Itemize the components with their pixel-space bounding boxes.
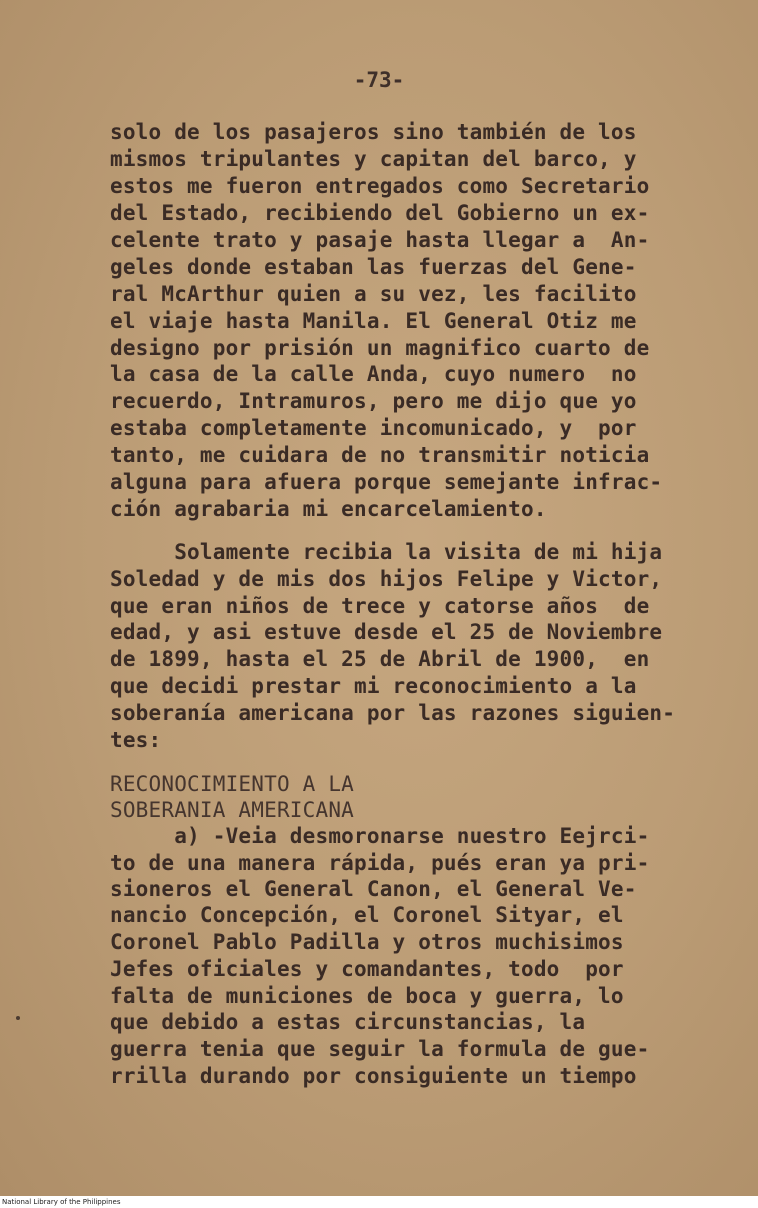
- text-line: ción agrabaria mi encarcelamiento.: [110, 497, 547, 521]
- text-line: Coronel Pablo Padilla y otros muchisimos: [110, 930, 624, 954]
- page-number: -73-: [353, 68, 405, 92]
- text-line: recuerdo, Intramuros, pero me dijo que yo: [110, 389, 637, 413]
- text-line: estaba completamente incomunicado, y por: [110, 416, 637, 440]
- footer-credit: National Library of the Philippines: [2, 1198, 121, 1206]
- text-line: el viaje hasta Manila. El General Otiz me: [110, 309, 637, 333]
- text-line: a) -Veia desmoronarse nuestro Eejrci-: [110, 824, 650, 848]
- text-line: rrilla durando por consiguiente un tiempo: [110, 1064, 637, 1088]
- section-heading-line: SOBERANIA AMERICANA: [110, 798, 355, 822]
- text-line: Soledad y de mis dos hijos Felipe y Victor,: [110, 567, 663, 591]
- text-line: ral McArthur quien a su vez, les facilito: [110, 282, 637, 306]
- text-line: del Estado, recibiendo del Gobierno un ex-: [110, 201, 650, 225]
- text-line: falta de municiones de boca y guerra, lo: [110, 984, 624, 1008]
- text-line: tanto, me cuidara de no transmitir noticia: [110, 443, 650, 467]
- text-line: de 1899, hasta el 25 de Abril de 1900, en: [110, 647, 650, 671]
- section-heading-line: RECONOCIMIENTO A LA: [110, 772, 355, 796]
- text-line: mismos tripulantes y capitan del barco, y: [110, 147, 637, 171]
- text-line: alguna para afuera porque semejante infrac-: [110, 470, 663, 494]
- text-line: solo de los pasajeros sino también de los: [110, 120, 637, 144]
- ink-speck: [16, 1016, 20, 1020]
- text-line: sioneros el General Canon, el General Ve-: [110, 877, 637, 901]
- text-line: edad, y asi estuve desde el 25 de Noviembre: [110, 620, 663, 644]
- text-line: Jefes oficiales y comandantes, todo por: [110, 957, 624, 981]
- text-line: geles donde estaban las fuerzas del Gene-: [110, 255, 637, 279]
- text-line: designo por prisión un magnifico cuarto de: [110, 336, 650, 360]
- text-line: Solamente recibia la visita de mi hija: [110, 540, 663, 564]
- text-line: que debido a estas circunstancias, la: [110, 1010, 586, 1034]
- text-line: que decidi prestar mi reconocimiento a la: [110, 674, 637, 698]
- text-line: celente trato y pasaje hasta llegar a An-: [110, 228, 650, 252]
- text-line: estos me fueron entregados como Secretario: [110, 174, 650, 198]
- text-line: guerra tenia que seguir la formula de gue-: [110, 1037, 650, 1061]
- text-line: que eran niños de trece y catorse años de: [110, 594, 650, 618]
- text-line: nancio Concepción, el Coronel Sityar, el: [110, 903, 624, 927]
- text-line: tes:: [110, 728, 162, 752]
- text-line: soberanía americana por las razones siguien-: [110, 701, 676, 725]
- text-line: la casa de la calle Anda, cuyo numero no: [110, 362, 637, 386]
- text-line: to de una manera rápida, pués eran ya pri-: [110, 851, 650, 875]
- footer-bar: [0, 1196, 758, 1208]
